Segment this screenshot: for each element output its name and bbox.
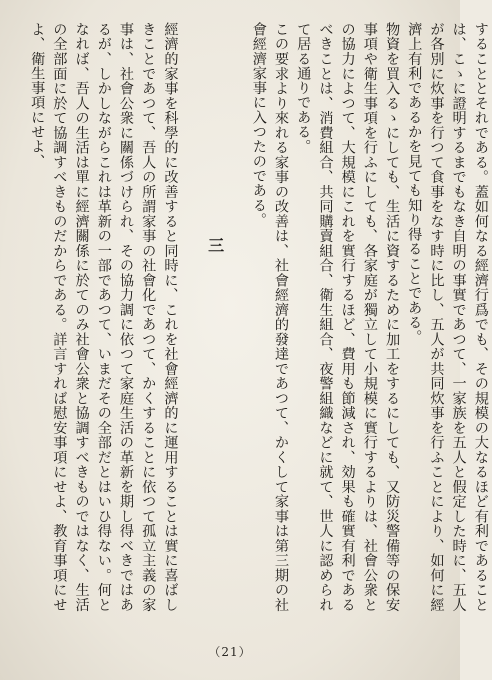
paragraph-3: この要求より來れる家事の改善は、社會經濟的發達であつて、かくして家事は第三期の社會經濟家事に入つたのである。 (250, 22, 290, 612)
page-number: （21） (208, 645, 252, 659)
body-text (26, 22, 489, 612)
section-gap-after (181, 22, 203, 612)
paragraph-4: 經濟的家事を科學的に改善すると同時に、これを社會經濟的に運用することは實に喜ばしきことであつて、吾人の所謂家事の社會化であつて、かくすることに依つて孤立主義の家事は、社會公衆に關係づけられ、その協力調に依つて家庭生活の革新を期し得べきではあるが、しかしながらこれは革新の一部であつて、いまだその全部だとはいひ得ない。何となれば、吾人の生活は單に經濟關係に於てのみ社會公衆と協調すべきものではなく、生活の全部面に於て協調すべきものだからである。詳言すれば慰安事項にせよ、教育事項にせよ、衛生事項にせよ、 (29, 22, 179, 612)
section-gap (226, 22, 248, 612)
paragraph-2: 物資を買入るゝにしても、生活に資するために加工をするにしても、又防災警備等の保安事項や衛生事項を行ふにしても、各家庭が獨立して小規模に實行するよりは、社會公衆との協力によつて、大規模にこれを實行するほど、費用も節減され、効果も確實有利であるべきことは、消費組合、共同購賣組合、衛生組合、夜警組織などに就て、世人に認められて居る通りである。 (295, 22, 401, 612)
section-number: 三 (205, 237, 225, 253)
paragraph-1: することとそれである。蓋如何なる經濟行爲でも、その規模の大なるほど有利であることは、こゝに證明するまでもなき自明の事實であつて、一家族を五人と假定した時に、五人が各別に炊事を行つて食事をなす時に比し、五人が共同炊事を行ふことにより、如何に經濟上有利であるかを見ても知り得ることである。 (406, 22, 489, 612)
vertical-text-columns (26, 22, 492, 612)
